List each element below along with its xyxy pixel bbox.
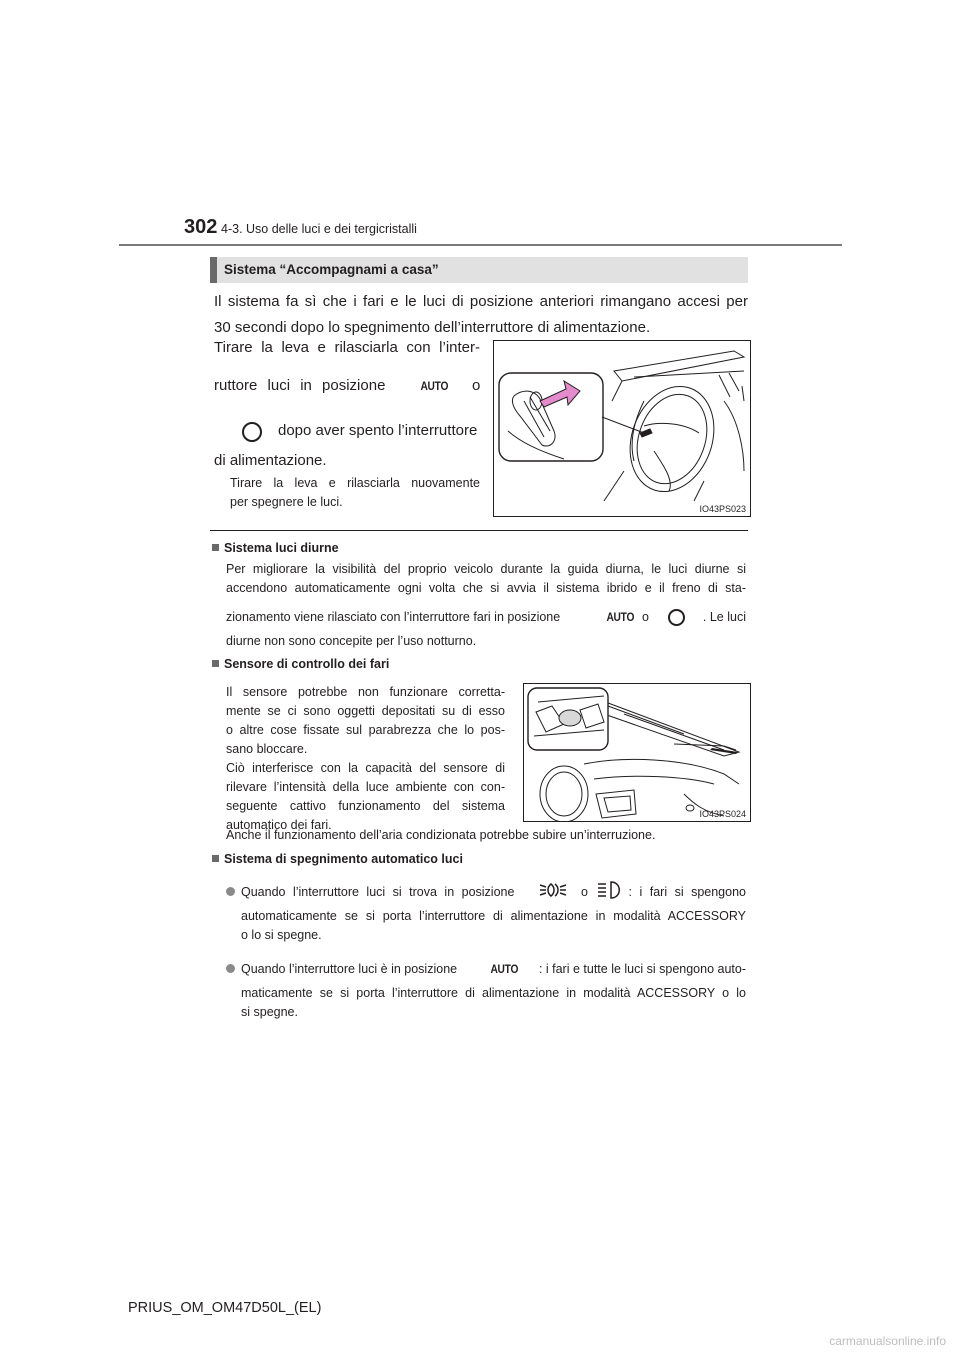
sensor-line-7: seguente cattivo funzionamento del sistema [226,799,505,813]
step-line-3-text: dopo aver spento l’interruttore [278,422,478,439]
drl-paragraph [226,560,746,598]
round-bullet-icon [226,964,235,973]
document-code: PRIUS_OM_OM47D50L_(EL) [128,1300,322,1316]
header-rule [119,244,842,246]
sensor-heading-text: Sensore di controllo dei fari [224,657,390,671]
autooff-b2-line-2: maticamente se si porta l’interruttore di alimentazione in modalità ACCESSORY o lo [241,986,746,1000]
headlights-icon [596,879,624,901]
watermark: carmanualsonline.info [829,1334,946,1348]
sensor-line-5: Ciò interferisce con la capacità del sensore di [226,761,505,775]
intro-paragraph [214,289,748,341]
sensor-line-3: o altre cose fissate sul parabrezza che lo pos- [226,723,505,737]
drl-line-3-or: o [642,610,649,624]
autooff-heading [212,852,463,866]
auto-symbol-icon: AUTO [606,610,635,624]
auto-symbol-icon: AUTO [420,379,449,393]
sensor-callout [528,688,684,750]
sensor-heading [212,657,389,671]
step-note [230,474,480,512]
lever-steering-drawing [494,341,750,516]
step-line-2 [214,373,480,399]
square-bullet-icon [212,855,219,862]
section-title: Sistema “Accompagnami a casa” [224,262,439,277]
autooff-b1-text: Quando l’interruttore luci si trova in posizione [241,885,515,899]
drl-heading [212,541,339,555]
autooff-bullet-2-line-1 [226,960,746,980]
figure-code-1: IO43PS023 [699,504,746,514]
autooff-heading-text: Sistema di spegnimento automatico luci [224,852,463,866]
sensor-paragraph [226,683,505,835]
step-line-1: Tirare la leva e rilasciarla con l’inter- [214,339,480,356]
drl-line-2: accendono automaticamente ogni volta che si avvia il sistema ibrido e il freno di sta- [226,581,746,595]
drl-line-1: Per migliorare la visibilità del proprio veicolo durante la guida diurna, le luci diurne si [226,562,746,576]
sensor-line-2: mente se ci sono oggetti depositati su di esso [226,704,505,718]
step-line-2-text: ruttore luci in posizione [214,377,386,394]
auto-symbol-icon: AUTO [490,962,519,976]
autooff-b1-end: : i fari si spengono [628,885,746,899]
sensor-line-1: Il sensore potrebbe non funzionare corretta- [226,685,505,699]
section-divider [210,530,748,531]
drl-line-3-end: . Le luci [702,610,746,624]
sensor-after: Anche il funzionamento dell’aria condizionata potrebbe subire un’interruzione. [226,828,656,842]
square-bullet-icon [212,660,219,667]
lever-illustration [493,340,751,517]
section-header [210,257,748,283]
page-number: 302 [184,216,218,238]
drl-line-3-text: zionamento viene rilasciato con l’interruttore fari in posizione [226,610,561,624]
step-line-4: di alimentazione. [214,452,327,469]
section-header-bar [210,257,217,283]
dashboard-sensor-drawing [524,684,750,821]
autooff-bullet-1-rest [241,907,746,945]
autooff-bullet-2-rest [241,984,746,1022]
autooff-b2-line-3: si spegne. [241,1005,298,1019]
sensor-illustration [523,683,751,822]
sensor-line-6: rilevare l’intensità della luce ambiente con con- [226,780,505,794]
autooff-b2-end: : i fari e tutte le luci si spengono auto- [538,962,746,976]
step-note-line-1: Tirare la leva e rilasciarla nuovamente [230,476,480,490]
square-bullet-icon [212,544,219,551]
intro-line-1: Il sistema fa sì che i fari e le luci di posizione anteriori rimangano accesi per [214,293,748,310]
step-line-3 [214,418,480,444]
step-note-line-2: per spegnere le luci. [230,495,343,509]
drl-line-3 [226,608,746,628]
drl-heading-text: Sistema luci diurne [224,541,339,555]
chapter-title: 4-3. Uso delle luci e dei tergicristalli [221,222,417,236]
intro-line-2: 30 secondi dopo lo spegnimento dell’interruttore di alimentazione. [214,319,651,336]
drl-line-4: diurne non sono concepite per l’uso notturno. [226,634,477,648]
autooff-b1-or: o [581,885,588,899]
round-bullet-icon [226,887,235,896]
headlight-circle-icon [242,422,262,442]
sensor-line-4: sano bloccare. [226,742,308,756]
autooff-bullet-1-line-1 [226,883,746,903]
autooff-b2-text: Quando l’interruttore luci è in posizione [241,962,458,976]
sensor-line-8: automatico dei fari. [226,818,332,832]
figure-code-2: IO43PS024 [699,809,746,819]
autooff-b1-line-3: o lo si spegne. [241,928,322,942]
parking-lights-icon [538,879,568,901]
autooff-b1-line-2: automaticamente se si porta l’interruttore di alimentazione in modalità ACCESSORY [241,909,746,923]
lever-callout [499,373,644,461]
headlight-circle-icon [668,609,685,626]
step-line-2-or: o [472,377,481,394]
